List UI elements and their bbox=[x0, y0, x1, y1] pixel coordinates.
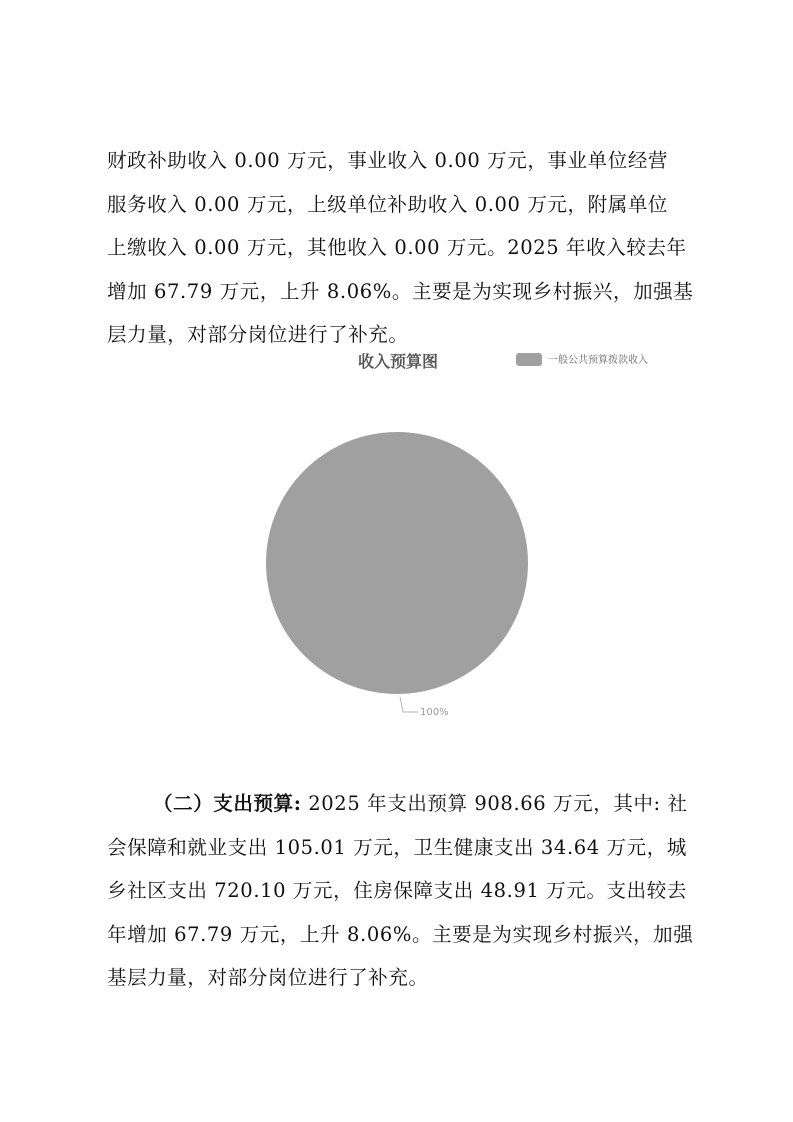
legend-swatch bbox=[516, 353, 542, 366]
pie-chart-svg bbox=[240, 343, 700, 723]
expense-paragraph bbox=[107, 782, 692, 1000]
expense-line-2: 会保障和就业支出 105.01 万元，卫生健康支出 34.64 万元，城 bbox=[107, 835, 687, 859]
expense-line-3: 乡社区支出 720.10 万元，住房保障支出 48.91 万元。支出较去 bbox=[107, 879, 687, 902]
legend-label: 一般公共预算拨款收入 bbox=[548, 355, 648, 366]
chart-title: 收入预算图 bbox=[357, 352, 439, 371]
income-line-1: 财政补助收入 0.00 万元，事业收入 0.00 万元，事业单位经营 bbox=[107, 149, 669, 172]
expense-line-1: 2025 年支出预算 908.66 万元，其中: 社 bbox=[301, 792, 688, 815]
expense-line-4: 年增加 67.79 万元，上升 8.06%。主要是为实现乡村振兴，加强 bbox=[107, 922, 694, 946]
expense-line-5: 基层力量，对部分岗位进行了补充。 bbox=[107, 966, 429, 989]
slice-percent-label: 100% bbox=[420, 707, 449, 718]
pie-slices bbox=[266, 432, 528, 694]
pie-slice-0 bbox=[266, 432, 528, 694]
income-line-4: 增加 67.79 万元，上升 8.06%。主要是为实现乡村振兴，加强基 bbox=[107, 279, 694, 303]
income-line-5: 层力量，对部分岗位进行了补充。 bbox=[107, 323, 409, 346]
income-line-2: 服务收入 0.00 万元，上级单位补助收入 0.00 万元，附属单位 bbox=[107, 192, 669, 216]
income-budget-pie-chart bbox=[240, 343, 700, 723]
slice-label-leader-line bbox=[400, 697, 418, 712]
expense-heading: （二）支出预算: bbox=[153, 792, 302, 815]
income-line-3: 上缴收入 0.00 万元，其他收入 0.00 万元。2025 年收入较去年 bbox=[107, 236, 687, 259]
income-paragraph bbox=[107, 139, 692, 357]
